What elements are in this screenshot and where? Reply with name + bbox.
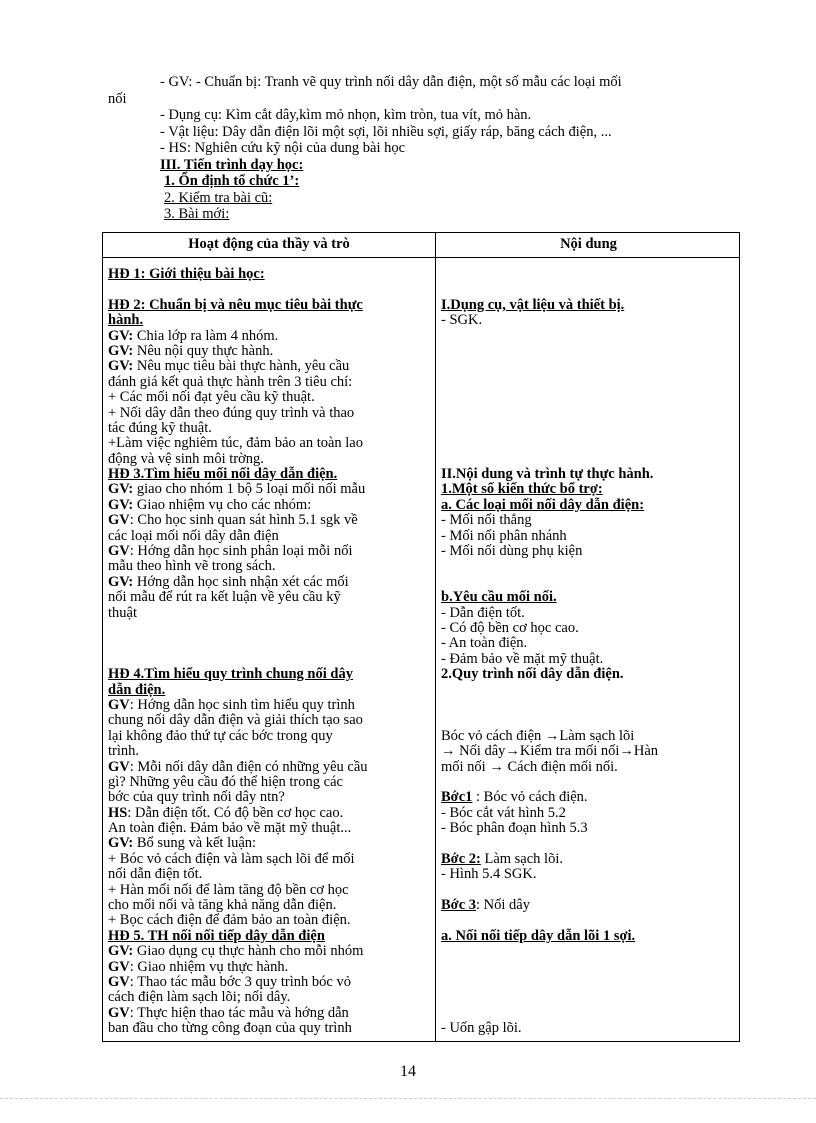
table-line: [441, 513, 737, 528]
table-line: [108, 729, 430, 744]
line-text: - Bóc phân đoạn hình 5.3: [441, 820, 588, 837]
line-text: Làm sạch lõi.: [480, 850, 563, 867]
table-line: [441, 760, 737, 775]
line-text: HĐ 2: Chuẩn bị và nêu mục tiêu bài thực: [108, 296, 363, 313]
line-prefix: GV:: [108, 835, 134, 852]
line-text: : Thực hiện thao tác mẫu và hớng dẫn: [129, 1004, 349, 1021]
table-line: [108, 821, 430, 836]
line-prefix: GV: [108, 973, 130, 990]
line-text: ban đầu cho từng công đoạn của quy trình: [108, 1020, 352, 1037]
table-line: [441, 482, 737, 497]
intro-section: [108, 74, 748, 223]
line-text: trình.: [108, 743, 140, 760]
table-line: [441, 790, 737, 805]
table-line: [441, 329, 737, 344]
table-line: [441, 452, 737, 467]
line-text: chung nối dây dẫn điện và giải thích tạo sao: [108, 712, 363, 729]
line-text: HĐ 3.Tìm hiểu mối nối dây dẫn điện.: [108, 466, 338, 483]
table-line: [441, 436, 737, 451]
table-line: [108, 406, 430, 421]
table-line: [441, 406, 737, 421]
line-text: HĐ 1: Giới thiệu bài học:: [108, 266, 265, 282]
table-line: [108, 852, 430, 867]
table-line: [441, 421, 737, 436]
line-text: : Bóc vỏ cách điện.: [472, 789, 588, 806]
table-line: [108, 421, 430, 436]
table-line: [441, 852, 737, 867]
step-2: 2. Kiểm tra bài cũ:: [164, 189, 273, 206]
table-line: [108, 329, 430, 344]
table-line: [441, 282, 737, 297]
line-text: bớc của quy trình nối dây ntn?: [108, 789, 285, 806]
gv-preparation-line: - GV: - Chuẩn bị: Tranh vẽ quy trình nối dây dẫn điện, một số mẫu các loại mối: [160, 74, 622, 90]
table-line: [441, 590, 737, 605]
line-text: - Bóc cắt vát hình 5.2: [441, 804, 566, 821]
table-line: [108, 513, 430, 528]
column-divider: [435, 233, 436, 1041]
line-prefix: GV:: [108, 573, 134, 590]
table-line: [108, 467, 430, 482]
table-line: [108, 1006, 430, 1021]
line-text: hành.: [108, 312, 144, 329]
student-prep-line: - HS: Nghiên cứu kỹ nội của dung bài học: [160, 140, 406, 156]
line-prefix: GV: [108, 696, 130, 713]
line-text: Bóc vỏ cách điện →Làm sạch lõi: [441, 727, 635, 744]
line-text: : Dẫn điện tốt. Có độ bền cơ học cao.: [127, 804, 344, 821]
table-line: [441, 990, 737, 1005]
section-title: III. Tiến trình dạy học:: [160, 156, 304, 173]
line-text: thuật: [108, 604, 137, 621]
line-text: - Uốn gập lõi.: [441, 1020, 522, 1037]
table-line: [108, 436, 430, 451]
table-line: [108, 775, 430, 790]
table-line: [108, 482, 430, 497]
line-text: cách điện làm sạch lõi; nối dây.: [108, 989, 291, 1006]
table-line: [108, 698, 430, 713]
table-line: [441, 606, 737, 621]
header-divider: [103, 257, 739, 258]
table-line: [441, 929, 737, 944]
page-number: 14: [400, 1063, 416, 1080]
table-line: [108, 375, 430, 390]
line-prefix: Bớc 3: [441, 897, 477, 914]
line-prefix: Bớc1: [441, 789, 473, 806]
line-prefix: GV:: [108, 342, 134, 359]
table-line: [441, 544, 737, 559]
line-text: giao cho nhóm 1 bộ 5 loại mối nối mẫu: [133, 481, 366, 498]
table-line: [441, 821, 737, 836]
table-line: [441, 729, 737, 744]
table-line: [441, 375, 737, 390]
table-line: [441, 667, 737, 682]
table-line: [441, 344, 737, 359]
table-line: [441, 529, 737, 544]
line-text: 2.Quy trình nối dây dẫn điện.: [441, 666, 624, 683]
line-text: a. Các loại mối nối dây dẫn điện:: [441, 496, 645, 513]
table-line: [108, 975, 430, 990]
table-line: [108, 544, 430, 559]
step-1: 1. Ổn định tổ chức 1’:: [164, 173, 300, 189]
table-line: [441, 744, 737, 759]
line-text: + Các mối nối đạt yêu cầu kỹ thuật.: [108, 389, 315, 406]
table-line: [441, 867, 737, 882]
line-text: dẫn điện.: [108, 681, 166, 698]
table-line: [441, 960, 737, 975]
gv-preparation-line-cont: nối: [108, 90, 127, 107]
table-line: [108, 913, 430, 928]
line-text: - Đảm bảo về mặt mỹ thuật.: [441, 650, 604, 667]
content-column: [441, 267, 737, 1037]
line-text: - Hình 5.4 SGK.: [441, 866, 537, 883]
line-text: các loại mối nối dây dẫn điện: [108, 527, 279, 544]
table-line: [108, 867, 430, 882]
table-line: [441, 713, 737, 728]
line-text: II.Nội dung và trình tự thực hành.: [441, 466, 654, 483]
line-text: → Nối dây→Kiểm tra mối nối→Hàn: [441, 743, 659, 760]
table-line: [441, 498, 737, 513]
table-line: [108, 344, 430, 359]
table-line: [441, 913, 737, 928]
table-line: [108, 898, 430, 913]
table-line: [108, 883, 430, 898]
line-text: : Cho học sinh quan sát hình 5.1 sgk về: [129, 512, 358, 529]
line-prefix: GV:: [108, 496, 134, 513]
table-line: [108, 282, 430, 297]
table-line: [108, 652, 430, 667]
table-line: [108, 636, 430, 651]
table-line: [108, 559, 430, 574]
line-prefix: GV: [108, 958, 130, 975]
table-line: [441, 359, 737, 374]
table-line: [441, 559, 737, 574]
line-text: a. Nối nối tiếp dây dẫn lõi 1 sợi.: [441, 927, 636, 944]
line-text: + Bọc cách điện để đảm bảo an toàn điện.: [108, 912, 351, 929]
table-line: [108, 313, 430, 328]
table-line: [108, 359, 430, 374]
line-text: đánh giá kết quả thực hành trên 3 tiêu chí:: [108, 373, 353, 390]
header-content: Nội dung: [560, 236, 617, 252]
line-prefix: HS: [108, 804, 128, 821]
table-line: [108, 498, 430, 513]
table-line: [108, 298, 430, 313]
line-text: gì? Những yêu cầu đó thể hiện trong các: [108, 773, 343, 790]
table-line: [108, 606, 430, 621]
table-line: [108, 590, 430, 605]
table-line: [441, 883, 737, 898]
line-text: nối dẫn điện tốt.: [108, 866, 203, 883]
activities-column: [108, 267, 430, 1037]
line-prefix: GV: [108, 758, 130, 775]
line-prefix: GV: [108, 1004, 130, 1021]
line-text: - Dẫn điện tốt.: [441, 604, 525, 621]
line-prefix: GV:: [108, 481, 134, 498]
line-text: b.Yêu cầu mối nối.: [441, 589, 557, 606]
line-text: Giao dụng cụ thực hành cho mỗi nhóm: [133, 943, 364, 960]
line-text: 1.Một số kiến thức bổ trợ:: [441, 481, 603, 498]
materials-line: - Vật liệu: Dây dẫn điện lõi một sợi, lõi nhiều sợi, giấy ráp, băng cách điện, ...: [160, 123, 612, 140]
line-text: Nêu nội quy thực hành.: [133, 342, 274, 359]
line-text: - Mối nối thẳng: [441, 512, 532, 529]
table-line: [108, 806, 430, 821]
table-line: [108, 452, 430, 467]
line-prefix: GV:: [108, 943, 134, 960]
table-line: [441, 806, 737, 821]
step-3: 3. Bài mới:: [164, 206, 230, 222]
table-line: [108, 836, 430, 851]
table-line: [441, 836, 737, 851]
table-line: [108, 944, 430, 959]
table-line: [108, 790, 430, 805]
line-text: - An toàn điện.: [441, 635, 528, 652]
table-line: [441, 298, 737, 313]
table-line: [108, 713, 430, 728]
line-text: động và vệ sinh môi trờng.: [108, 450, 264, 467]
line-text: + Hàn mối nối để làm tăng độ bền cơ học: [108, 881, 349, 898]
line-prefix: GV: [108, 543, 130, 560]
table-line: [108, 667, 430, 682]
line-text: Bổ sung và kết luận:: [133, 835, 257, 852]
table-line: [441, 575, 737, 590]
table-line: [441, 652, 737, 667]
line-text: : Hớng dẫn học sinh phân loại mỗi nối: [129, 543, 353, 560]
line-prefix: GV: [108, 512, 130, 529]
line-text: Giao nhiệm vụ cho các nhóm:: [133, 496, 312, 513]
table-line: [108, 390, 430, 405]
table-line: [441, 1021, 737, 1036]
line-text: - Có độ bền cơ học cao.: [441, 619, 579, 636]
line-text: - SGK.: [441, 312, 483, 329]
line-text: Nêu mục tiêu bài thực hành, yêu cầu: [133, 358, 350, 375]
table-line: [108, 760, 430, 775]
line-text: - Mối nối phân nhánh: [441, 527, 567, 544]
table-line: [441, 944, 737, 959]
line-text: nối mẫu để rút ra kết luận về yêu cầu kỹ: [108, 589, 341, 606]
table-line: [108, 621, 430, 636]
table-line: [441, 621, 737, 636]
line-text: I.Dụng cụ, vật liệu và thiết bị.: [441, 296, 625, 313]
table-line: [441, 390, 737, 405]
table-line: [441, 267, 737, 282]
line-text: Hớng dẫn học sinh nhận xét các mối: [133, 573, 349, 590]
table-line: [441, 683, 737, 698]
line-text: lại không đảo thứ tự các bớc trong quy: [108, 727, 333, 744]
table-line: [108, 683, 430, 698]
line-text: Chia lớp ra làm 4 nhóm.: [133, 327, 279, 344]
line-text: : Mỗi nối dây dẫn điện có những yêu cầu: [129, 758, 368, 775]
table-line: [108, 529, 430, 544]
line-text: mẫu theo hình vẽ trong sách.: [108, 558, 276, 575]
line-text: tác đúng kỹ thuật.: [108, 419, 212, 436]
table-line: [441, 1006, 737, 1021]
line-text: mối nối → Cách điện mối nối.: [441, 758, 618, 775]
line-text: : Hớng dẫn học sinh tìm hiểu quy trình: [129, 696, 355, 713]
tools-line: - Dụng cụ: Kìm cắt dây,kìm mỏ nhọn, kìm tròn, tua vít, mỏ hàn.: [160, 107, 532, 123]
table-line: [108, 990, 430, 1005]
table-line: [108, 267, 430, 282]
page-footer-divider: [0, 1098, 816, 1099]
line-text: HĐ 5. TH nối nối tiếp dây dẫn điện: [108, 927, 325, 944]
table-line: [441, 775, 737, 790]
line-text: + Nối dây dẫn theo đúng quy trình và thao: [108, 404, 355, 421]
table-line: [441, 636, 737, 651]
table-line: [108, 744, 430, 759]
line-prefix: Bớc 2:: [441, 850, 481, 867]
table-line: [441, 313, 737, 328]
header-activities: Hoạt động của thầy và trò: [188, 236, 350, 252]
table-line: [108, 960, 430, 975]
line-text: : Giao nhiệm vụ thực hành.: [129, 958, 289, 975]
line-prefix: GV:: [108, 358, 134, 375]
line-text: HĐ 4.Tìm hiểu quy trình chung nối dây: [108, 666, 353, 683]
table-line: [441, 698, 737, 713]
line-text: cho mối nối và tăng khả năng dẫn điện.: [108, 897, 337, 914]
line-text: - Mối nối dùng phụ kiện: [441, 543, 583, 560]
line-text: : Thao tác mẫu bớc 3 quy trình bóc vỏ: [129, 973, 351, 990]
table-line: [441, 467, 737, 482]
table-line: [108, 1021, 430, 1036]
table-line: [441, 975, 737, 990]
table-line: [108, 929, 430, 944]
line-prefix: GV:: [108, 327, 134, 344]
line-text: An toàn điện. Đảm bảo về mặt mỹ thuật...: [108, 820, 352, 837]
line-text: : Nối dây: [476, 897, 530, 914]
line-text: +Làm việc nghiêm túc, đảm bảo an toàn lao: [108, 435, 363, 452]
table-line: [441, 898, 737, 913]
table-line: [108, 575, 430, 590]
lesson-table: [102, 232, 740, 1042]
line-text: + Bóc vỏ cách điện và làm sạch lõi để mối: [108, 850, 355, 867]
